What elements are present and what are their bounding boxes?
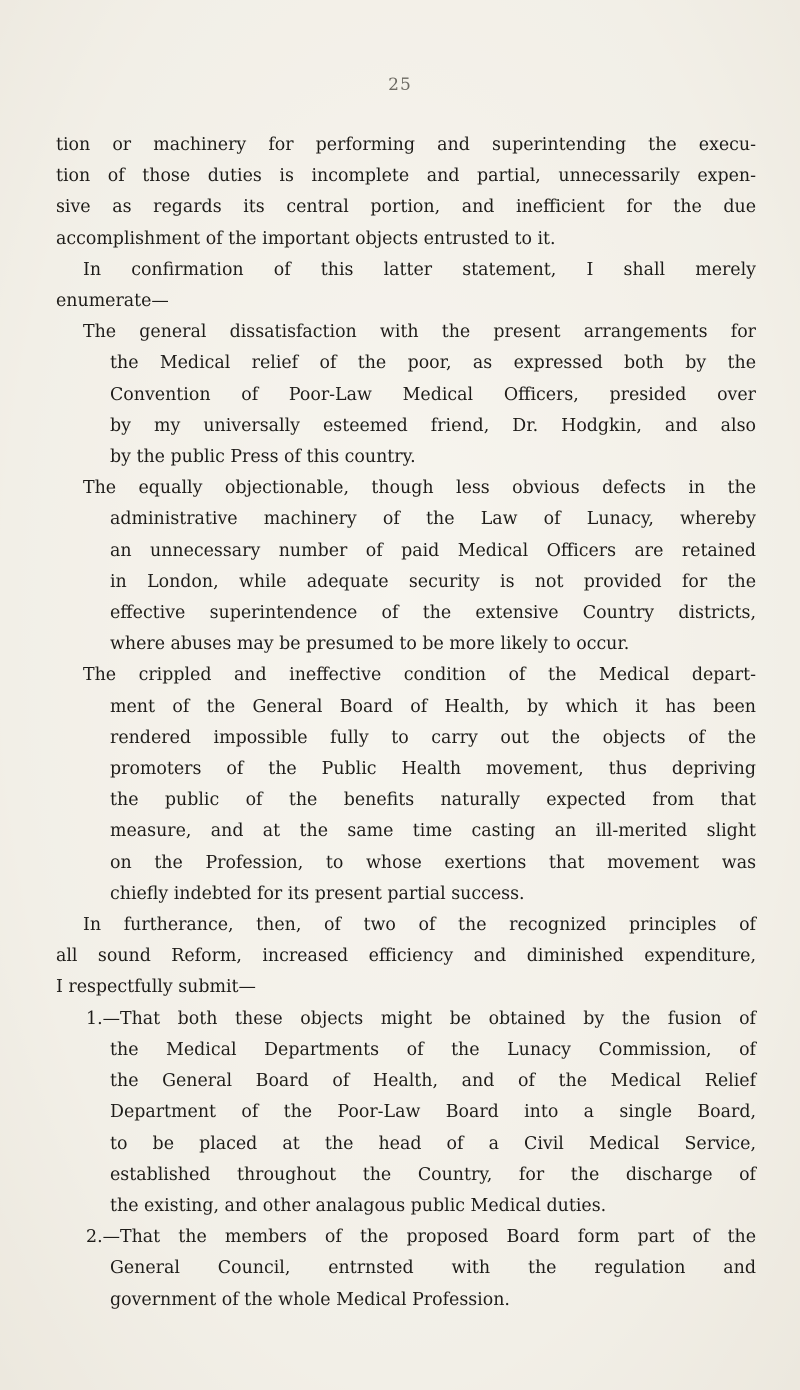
text-line: the Medical relief of the poor, as expressed both by the — [110, 353, 756, 374]
text-line: General Council, entrnsted with the regulation and — [110, 1258, 756, 1279]
text-line: by the public Press of this country. — [110, 447, 416, 468]
text-line: to be placed at the head of a Civil Medical Service, — [110, 1133, 756, 1154]
text-line: enumerate— — [56, 291, 169, 312]
text-line: The crippled and ineffective condition of the Medical depart- — [83, 665, 756, 686]
text-line: by my universally esteemed friend, Dr. Hodgkin, and also — [110, 415, 756, 436]
text-line: the Medical Departments of the Lunacy Commission, of — [110, 1039, 756, 1060]
text-line: administrative machinery of the Law of Lunacy, whereby — [110, 509, 756, 530]
text-line: accomplishment of the important objects entrusted to it. — [56, 228, 556, 249]
text-line: chiefly indebted for its present partial success. — [110, 883, 525, 904]
text-line: the public of the benefits naturally expected from that — [110, 790, 756, 811]
text-line: effective superintendence of the extensive Country districts, — [110, 603, 756, 624]
text-line: 1.—That both these objects might be obtained by the fusion of — [86, 1008, 756, 1029]
text-line: government of the whole Medical Profession. — [110, 1289, 510, 1310]
text-line: In furtherance, then, of two of the recognized principles of — [83, 915, 756, 936]
text-line: established throughout the Country, for the discharge of — [110, 1164, 756, 1185]
text-line: In confirmation of this latter statement, I shall merely — [83, 259, 756, 280]
text-line: ment of the General Board of Health, by which it has been — [110, 696, 756, 717]
text-line: tion of those duties is incomplete and partial, unnecessarily expen- — [56, 166, 756, 187]
text-line: in London, while adequate security is not provided for the — [110, 571, 756, 592]
page-number: 25 — [388, 75, 412, 95]
text-line: Department of the Poor-Law Board into a single Board, — [110, 1102, 756, 1123]
text-line: the General Board of Health, and of the Medical Relief — [110, 1071, 756, 1092]
body-text — [56, 130, 756, 1316]
text-line: rendered impossible fully to carry out the objects of the — [110, 727, 756, 748]
text-line: the existing, and other analagous public Medical duties. — [110, 1195, 607, 1216]
text-line: Convention of Poor-Law Medical Officers, presided over — [110, 384, 756, 405]
text-line: 2.—That the members of the proposed Board form part of the — [86, 1227, 756, 1248]
text-line: measure, and at the same time casting an ill-merited slight — [110, 821, 756, 842]
text-line: where abuses may be presumed to be more likely to occur. — [110, 634, 630, 655]
text-line: promoters of the Public Health movement, thus depriving — [110, 759, 756, 780]
text-line: tion or machinery for performing and superintending the execu- — [56, 135, 756, 155]
text-line: The equally objectionable, though less obvious defects in the — [83, 478, 756, 499]
text-line: I respectfully submit— — [56, 977, 256, 998]
text-line: all sound Reform, increased efficiency and diminished expenditure, — [56, 946, 756, 967]
text-line: on the Profession, to whose exertions that movement was — [110, 852, 756, 873]
text-line: The general dissatisfaction with the present arrangements for — [83, 322, 756, 343]
text-line: an unnecessary number of paid Medical Officers are retained — [110, 540, 756, 561]
text-line: sive as regards its central portion, and inefficient for the due — [56, 197, 756, 218]
